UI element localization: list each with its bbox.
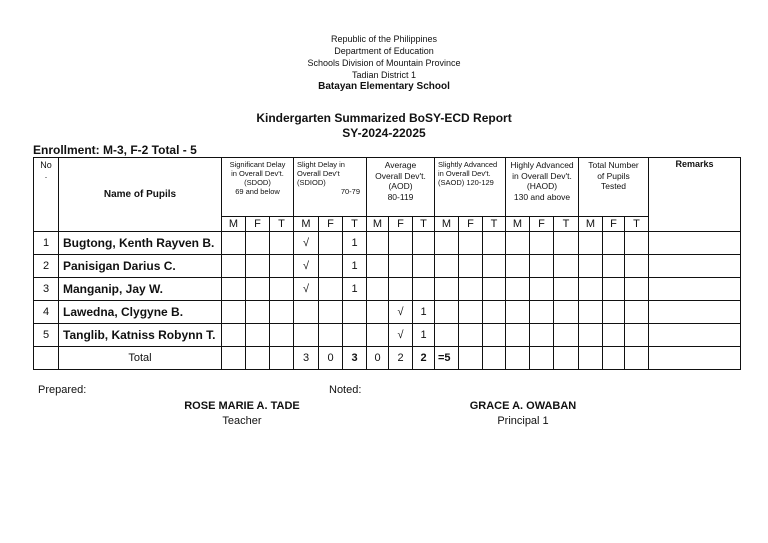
sub-f: F	[246, 217, 270, 232]
table-cell	[603, 301, 625, 324]
total-tested-line: Total Number	[588, 160, 639, 170]
total-tested-line: of Pupils	[597, 170, 630, 181]
pupil-name: Tanglib, Katniss Robynn T.	[59, 324, 222, 347]
table-cell	[625, 324, 649, 347]
header-line: Republic of the Philippines	[330, 34, 438, 44]
sdiod-line: Overall Dev't	[297, 169, 340, 178]
no-header	[34, 158, 59, 232]
table-header-row	[34, 158, 741, 217]
table-cell	[343, 301, 367, 324]
table-cell	[319, 255, 343, 278]
table-cell	[413, 255, 435, 278]
table-cell: 1	[343, 278, 367, 301]
prepared-label: Prepared:	[38, 384, 87, 396]
table-cell	[319, 278, 343, 301]
saod-line: Slightly Advanced	[438, 160, 498, 169]
total-cell	[506, 347, 530, 370]
table-cell	[603, 278, 625, 301]
total-tested-line: Tested	[600, 181, 627, 191]
total-cell	[579, 347, 603, 370]
table-cell	[506, 324, 530, 347]
table-cell	[603, 232, 625, 255]
table-cell	[294, 324, 319, 347]
table-cell	[270, 255, 294, 278]
table-cell: 1	[413, 301, 435, 324]
table-cell	[343, 324, 367, 347]
table-cell: √	[294, 278, 319, 301]
table-cell: 1	[413, 324, 435, 347]
table-cell	[554, 301, 579, 324]
aod-line: (AOD)	[388, 181, 413, 191]
remarks-cell	[649, 232, 741, 255]
no-header-label: No	[40, 160, 52, 170]
table-cell	[483, 255, 506, 278]
table-cell	[246, 232, 270, 255]
header-line: Tadian District 1	[351, 70, 417, 80]
table-cell	[222, 324, 246, 347]
table-cell	[506, 232, 530, 255]
report-title-block	[0, 111, 768, 141]
sub-m: M	[435, 217, 459, 232]
total-cell	[603, 347, 625, 370]
remarks-header: Remarks	[649, 158, 741, 232]
teacher-name: ROSE MARIE A. TADE	[184, 400, 300, 412]
letterhead	[0, 33, 768, 93]
total-cell: 2	[389, 347, 413, 370]
saod-header	[435, 158, 506, 217]
total-cell	[530, 347, 554, 370]
table-cell	[270, 301, 294, 324]
table-cell	[530, 324, 554, 347]
haod-line: (HAOD)	[526, 181, 558, 191]
principal-name: GRACE A. OWABAN	[469, 400, 577, 412]
haod-line: 130 and above	[513, 191, 571, 202]
table-cell	[319, 324, 343, 347]
table-cell	[319, 232, 343, 255]
sub-t: T	[554, 217, 579, 232]
pupil-name: Panisigan Darius C.	[59, 255, 222, 278]
table-cell	[506, 278, 530, 301]
total-row	[34, 347, 741, 370]
table-cell	[270, 232, 294, 255]
total-cell	[554, 347, 579, 370]
table-cell	[625, 232, 649, 255]
table-cell: √	[294, 232, 319, 255]
name-header: Name of Pupils	[59, 158, 222, 232]
table-cell	[367, 324, 389, 347]
table-cell	[530, 255, 554, 278]
table-cell	[625, 255, 649, 278]
table-row	[34, 255, 741, 278]
saod-line: (SAOD) 120-129	[438, 178, 494, 187]
table-cell	[435, 324, 459, 347]
table-cell	[579, 278, 603, 301]
table-cell	[506, 301, 530, 324]
table-cell: 1	[343, 232, 367, 255]
table-cell	[435, 232, 459, 255]
table-cell	[554, 278, 579, 301]
sub-t: T	[483, 217, 506, 232]
table-cell	[413, 232, 435, 255]
table-cell	[483, 232, 506, 255]
table-cell	[459, 301, 483, 324]
sub-m: M	[579, 217, 603, 232]
noted-label: Noted:	[329, 384, 362, 396]
table-cell	[603, 324, 625, 347]
table-cell	[367, 232, 389, 255]
row-number: 2	[34, 255, 59, 278]
table-row	[34, 278, 741, 301]
report-title: Kindergarten Summarized BoSY-ECD Report	[256, 111, 512, 125]
row-number: 5	[34, 324, 59, 347]
remarks-cell	[649, 347, 741, 370]
pupil-name: Manganip, Jay W.	[59, 278, 222, 301]
total-cell	[459, 347, 483, 370]
table-body	[34, 232, 741, 370]
sdod-line: 69 and below	[235, 187, 280, 196]
table-cell	[367, 278, 389, 301]
sub-m: M	[367, 217, 389, 232]
header-line: Department of Education	[334, 46, 434, 56]
no-header-dot: .	[44, 170, 48, 180]
header-line: Schools Division of Mountain Province	[307, 58, 461, 68]
total-cell: 0	[319, 347, 343, 370]
total-cell: 3	[343, 347, 367, 370]
sdod-line: (SDOD)	[244, 178, 271, 187]
remarks-cell	[649, 301, 741, 324]
remarks-cell	[649, 324, 741, 347]
pupil-name: Lawedna, Clygyne B.	[59, 301, 222, 324]
sub-f: F	[603, 217, 625, 232]
table-cell	[222, 301, 246, 324]
table-cell	[530, 278, 554, 301]
sdiod-line: Slight Delay in	[297, 160, 345, 169]
table-cell	[389, 255, 413, 278]
table-cell	[459, 324, 483, 347]
teacher-role: Teacher	[222, 415, 262, 427]
table-cell	[319, 301, 343, 324]
table-cell	[506, 255, 530, 278]
sub-m: M	[222, 217, 246, 232]
remarks-cell	[649, 278, 741, 301]
total-no-cell	[34, 347, 59, 370]
total-cell	[625, 347, 649, 370]
enrollment-summary: Enrollment: M-3, F-2 Total - 5	[33, 143, 197, 157]
table-cell: √	[389, 324, 413, 347]
sub-t: T	[625, 217, 649, 232]
table-cell	[246, 301, 270, 324]
total-tested-header	[579, 158, 649, 217]
total-cell: 0	[367, 347, 389, 370]
total-cell	[222, 347, 246, 370]
table-cell	[389, 232, 413, 255]
table-cell	[579, 255, 603, 278]
row-number: 4	[34, 301, 59, 324]
sub-t: T	[413, 217, 435, 232]
aod-line: Average	[384, 160, 417, 170]
table-cell	[579, 301, 603, 324]
table-cell	[530, 301, 554, 324]
table-cell	[554, 324, 579, 347]
saod-line: in Overall Dev't.	[438, 169, 491, 178]
table-cell: √	[389, 301, 413, 324]
remarks-cell	[649, 255, 741, 278]
sdod-header	[222, 158, 294, 217]
table-cell	[294, 301, 319, 324]
aod-line: 80-119	[387, 191, 414, 202]
table-cell	[459, 255, 483, 278]
table-cell: √	[294, 255, 319, 278]
total-label: Total	[59, 347, 222, 370]
school-year: SY-2024-22025	[342, 126, 426, 140]
sub-t: T	[343, 217, 367, 232]
table-cell	[222, 278, 246, 301]
table-cell	[435, 255, 459, 278]
table-cell	[367, 255, 389, 278]
table-cell	[222, 232, 246, 255]
table-cell	[483, 324, 506, 347]
aod-line: Overall Dev't.	[375, 170, 426, 181]
total-cell	[246, 347, 270, 370]
total-cell: =5	[435, 347, 459, 370]
aod-header	[367, 158, 435, 217]
haod-line: in Overall Dev't.	[512, 170, 572, 181]
sub-m: M	[506, 217, 530, 232]
row-number: 1	[34, 232, 59, 255]
table-cell	[579, 232, 603, 255]
sdiod-line: (SDIOD)	[297, 178, 326, 187]
row-number: 3	[34, 278, 59, 301]
table-row	[34, 232, 741, 255]
sdiod-line: 70-79	[340, 187, 360, 196]
table-cell	[459, 232, 483, 255]
table-cell	[625, 278, 649, 301]
table-cell: 1	[343, 255, 367, 278]
sdod-line: in Overall Dev't.	[231, 169, 284, 178]
table-cell	[554, 232, 579, 255]
sub-f: F	[319, 217, 343, 232]
table-cell	[435, 301, 459, 324]
table-cell	[413, 278, 435, 301]
table-cell	[483, 278, 506, 301]
sub-t: T	[270, 217, 294, 232]
school-name: Batayan Elementary School	[318, 81, 450, 92]
haod-line: Highly Advanced	[510, 160, 574, 170]
table-cell	[579, 324, 603, 347]
total-cell	[483, 347, 506, 370]
sub-f: F	[530, 217, 554, 232]
sdod-line: Significant Delay	[229, 160, 286, 169]
sub-m: M	[294, 217, 319, 232]
summary-table	[33, 157, 741, 370]
table-cell	[435, 278, 459, 301]
total-cell	[270, 347, 294, 370]
pupil-name: Bugtong, Kenth Rayven B.	[59, 232, 222, 255]
table-cell	[483, 301, 506, 324]
total-cell: 2	[413, 347, 435, 370]
principal-role: Principal 1	[497, 415, 549, 427]
table-cell	[246, 324, 270, 347]
table-row	[34, 324, 741, 347]
table-cell	[222, 255, 246, 278]
table-cell	[246, 255, 270, 278]
table-cell	[270, 324, 294, 347]
table-cell	[554, 255, 579, 278]
table-cell	[603, 255, 625, 278]
table-cell	[625, 301, 649, 324]
table-cell	[270, 278, 294, 301]
table-cell	[530, 232, 554, 255]
table-cell	[389, 278, 413, 301]
sub-f: F	[389, 217, 413, 232]
sdiod-header	[294, 158, 367, 217]
table-cell	[367, 301, 389, 324]
total-cell: 3	[294, 347, 319, 370]
haod-header	[506, 158, 579, 217]
table-cell	[459, 278, 483, 301]
table-cell	[246, 278, 270, 301]
sub-f: F	[459, 217, 483, 232]
table-row	[34, 301, 741, 324]
